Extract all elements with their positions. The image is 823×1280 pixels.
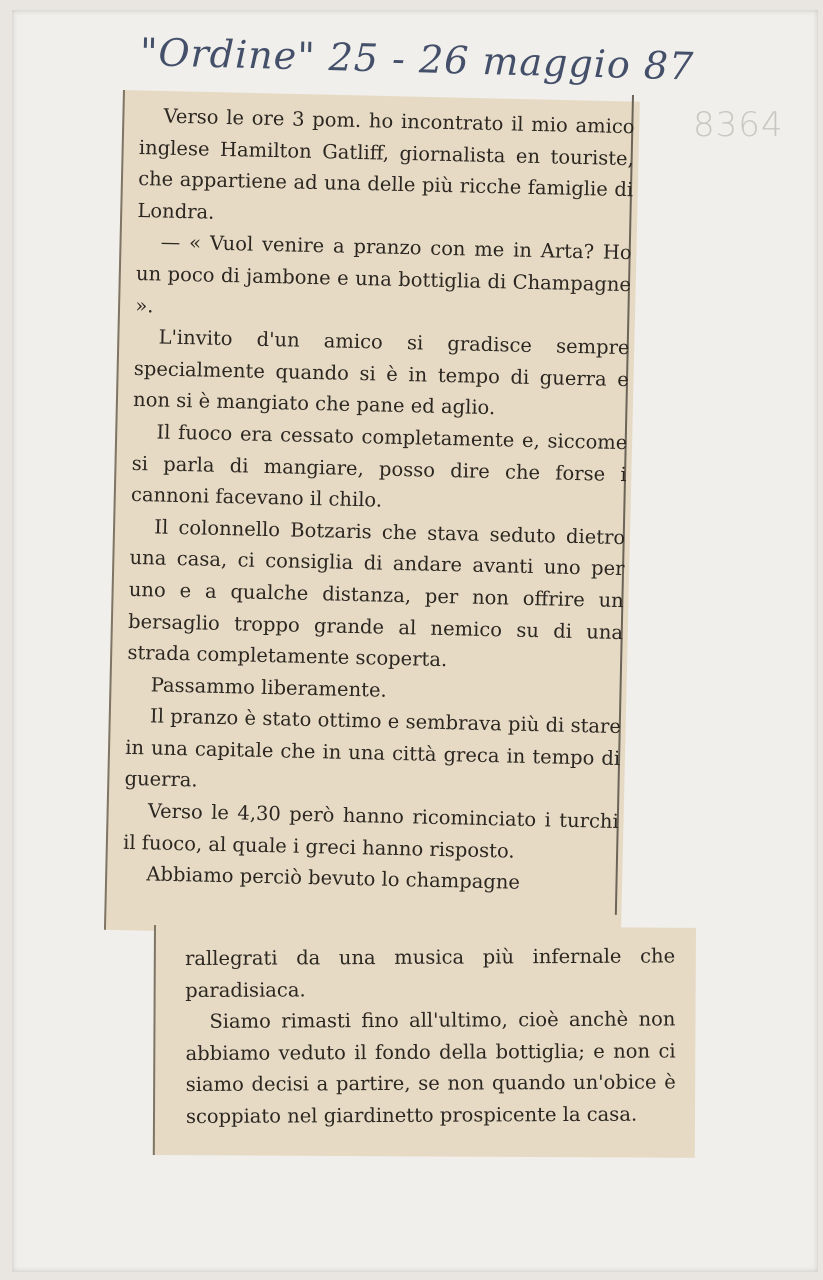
article-paragraph: rallegrati da una musica più infernale che paradisiaca.	[185, 944, 676, 1002]
article-paragraph: Il colonnello Botzaris che stava seduto dietro una casa, ci consiglia di andare avanti uno per uno e a qualche distanza, per non offrire un bersaglio troppo grande al nemico su di una strada completamente scoperta.	[127, 515, 626, 672]
article-paragraph: Passammo liberamente.	[150, 673, 387, 702]
article-paragraph: Abbiamo perciò bevuto lo champagne	[146, 862, 521, 895]
handwritten-date-note: "Ordine" 25 - 26 maggio 87	[139, 30, 695, 89]
article-paragraph: Siamo rimasti fino all'ultimo, cioè anchè non abbiamo veduto il fondo della bottiglia; e non ci siamo decisi a partire, se non quando un'obice è scoppiato nel giardinetto prospicente la casa.	[185, 1007, 676, 1128]
archive-number: 8364	[693, 105, 784, 145]
article-paragraph: Il fuoco era cessato completamente e, siccome si parla di mangiare, posso dire che forse i cannoni facevano il chilo.	[130, 420, 628, 512]
article-paragraph: — « Vuol venire a pranzo con me in Arta? Ho un poco di jambone e una bottiglia di Champagne ».	[135, 230, 632, 317]
article-upper-column	[122, 100, 635, 901]
article-paragraph: L'invito d'un amico si gradisce sempre specialmente quando si è in tempo di guerra e non si è mangiato che pane ed aglio.	[132, 325, 630, 420]
article-lower-column	[185, 940, 676, 1132]
article-paragraph: Verso le ore 3 pom. ho incontrato il mio amico inglese Hamilton Gatliff, giornalista en touriste, che appartiene ad una delle più ricche famiglie di Londra.	[137, 104, 635, 224]
article-paragraph: Il pranzo è stato ottimo e sembrava più di stare in una capitale che in una città greca in tempo di guerra.	[124, 704, 622, 792]
article-paragraph: Verso le 4,30 però hanno ricominciato i turchi il fuoco, al quale i greci hanno risposto.	[122, 799, 620, 863]
